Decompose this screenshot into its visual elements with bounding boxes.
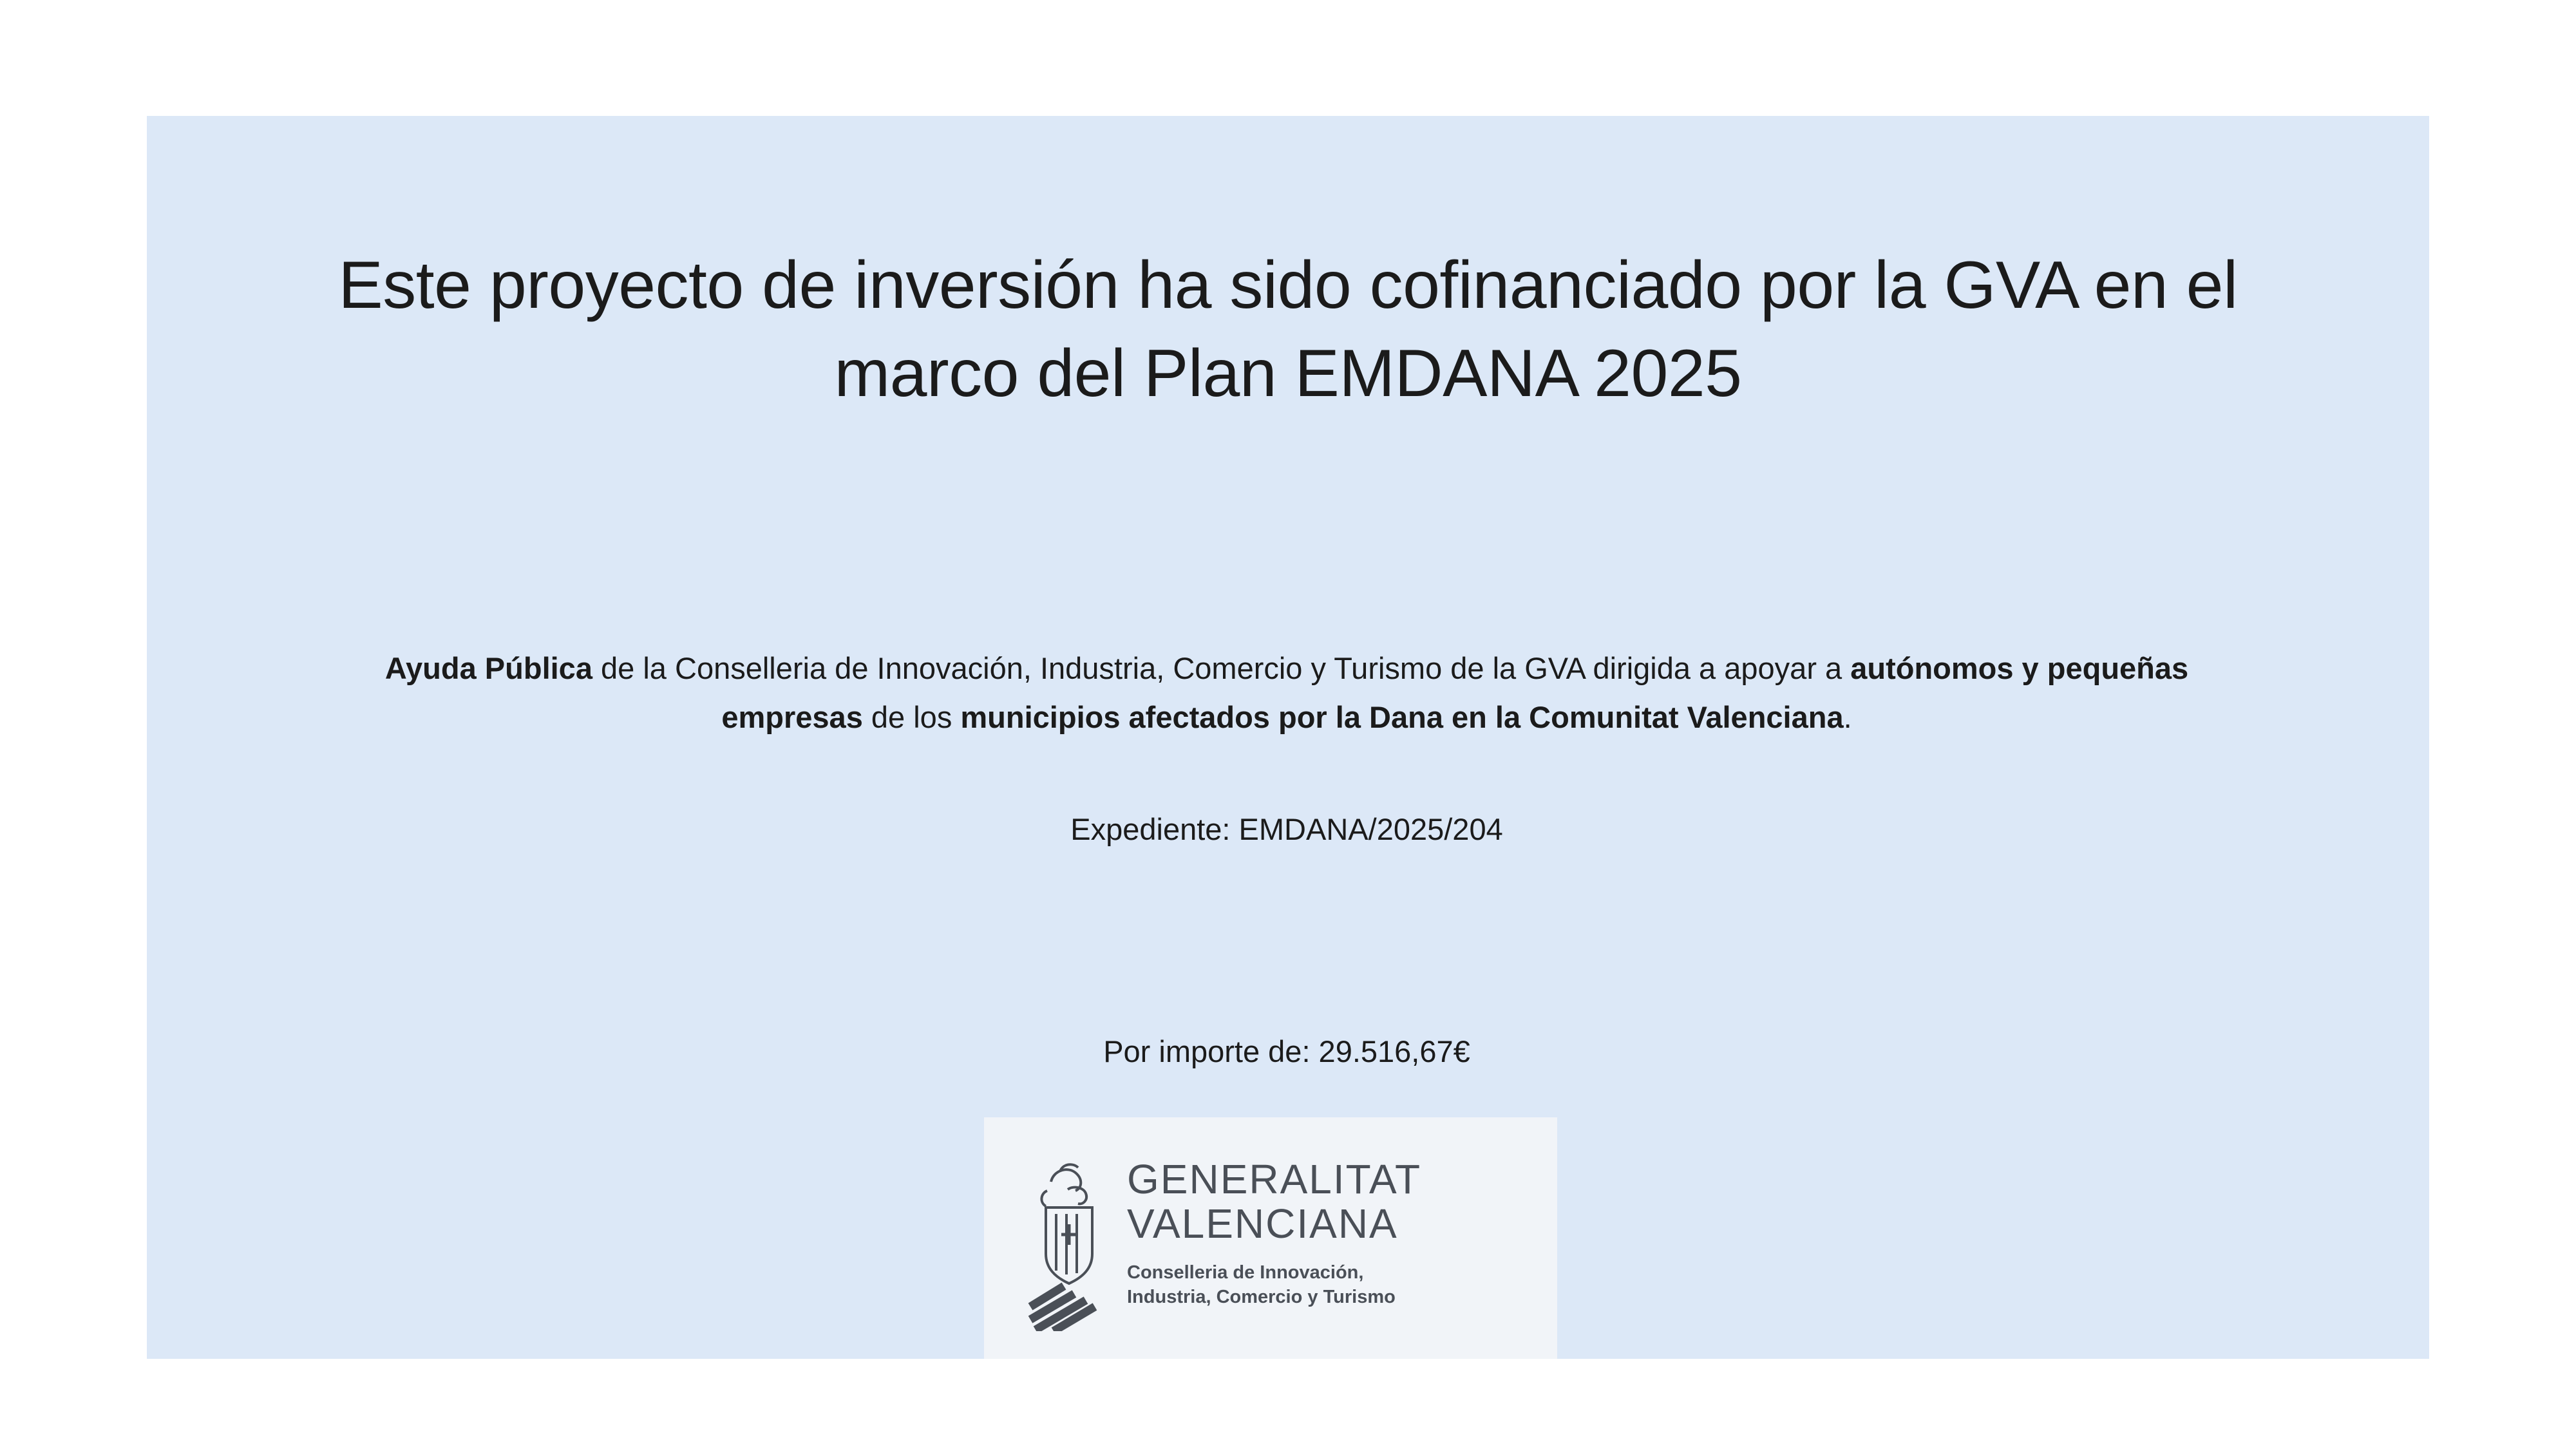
cofinancing-poster	[147, 116, 2429, 1359]
logo-text-block	[1127, 1157, 1421, 1310]
logo-title-line2: VALENCIANA	[1127, 1200, 1398, 1247]
funding-description-bold-aid: Ayuda Pública	[384, 651, 592, 685]
grant-amount: Por importe de: 29.516,67€	[1103, 1034, 1470, 1068]
funding-description-bold-beneficiaries: autónomos y pequeñas empresas	[721, 651, 2189, 735]
funding-description-text-2: de los	[862, 700, 961, 735]
page-title: Este proyecto de inversión ha sido cofinanciado por la GVA en el marco del Plan EMDANA 2025	[338, 248, 2238, 412]
logo-card	[984, 1117, 1557, 1359]
funding-description	[321, 644, 2253, 742]
expediente-reference: Expediente: EMDANA/2025/204	[1070, 812, 1503, 846]
logo-lockup	[1028, 1157, 1421, 1331]
logo-subtitle-line2: Industria, Comercio y Turismo	[1127, 1287, 1396, 1308]
funding-description-bold-municipalities: municipios afectados por la Dana en la Comunitat Valenciana	[960, 700, 1844, 735]
funding-description-text-3: .	[1843, 700, 1852, 735]
funding-description-text-1: de la Conselleria de Innovación, Industria, Comercio y Turismo de la GVA dirigida a apoyar a	[592, 651, 1851, 685]
logo-title-line1: GENERALITAT	[1127, 1156, 1422, 1202]
generalitat-valenciana-crest-icon	[1028, 1157, 1110, 1331]
logo-subtitle-line1: Conselleria de Innovación,	[1127, 1262, 1364, 1283]
